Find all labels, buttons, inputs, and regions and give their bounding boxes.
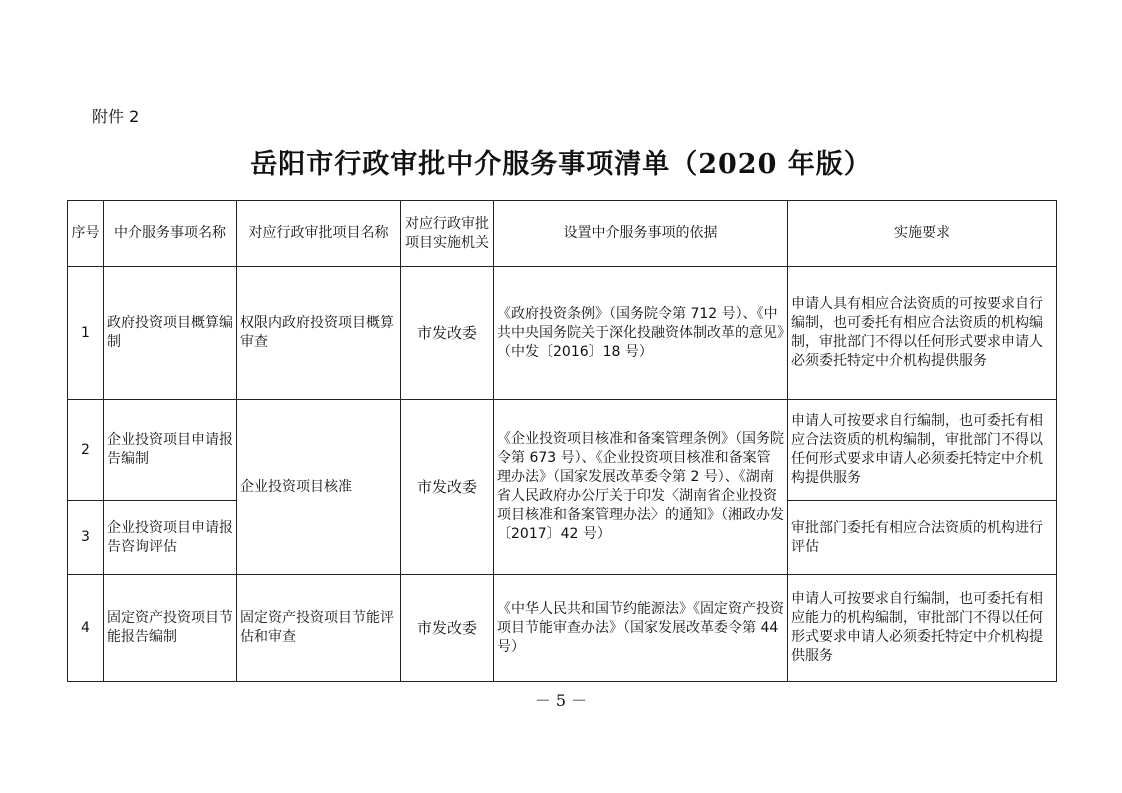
row-requirements: 申请人具有相应合法资质的可按要求自行编制，也可委托有相应合法资质的机构编制，审批部门不得以任何形式要求申请人必须委托特定中介机构提供服务: [788, 267, 1057, 400]
header-agency: 对应行政审批项目实施机关: [401, 201, 494, 267]
header-service-name: 中介服务事项名称: [104, 201, 237, 267]
row-agency: 市发改委: [401, 575, 494, 682]
header-basis: 设置中介服务事项的依据: [494, 201, 788, 267]
row-approval-item: 企业投资项目核准: [237, 400, 401, 575]
attachment-label: 附件 2: [92, 107, 140, 126]
row-requirements: 申请人可按要求自行编制，也可委托有相应能力的机构编制，审批部门不得以任何形式要求申请人必须委托特定中介机构提供服务: [788, 575, 1057, 682]
table-row: [68, 400, 1057, 501]
page-title: 岳阳市行政审批中介服务事项清单（2020 年版）: [250, 149, 872, 180]
row-approval-item: 固定资产投资项目节能评估和审查: [237, 575, 401, 682]
row-requirements: 申请人可按要求自行编制，也可委托有相应合法资质的机构编制，审批部门不得以任何形式要求申请人必须委托特定中介机构提供服务: [788, 400, 1057, 501]
row-basis: 《企业投资项目核准和备案管理条例》（国务院令第 673 号）、《企业投资项目核准和备案管理办法》（国家发展改革委令第 2 号）、《湖南省人民政府办公厅关于印发〈湖南省企业投资项目核准和备案管理办法〉的通知》（湘政办发〔2017〕42 号）: [494, 400, 788, 575]
header-seq: 序号: [68, 201, 104, 267]
row-seq: 2: [68, 400, 104, 501]
header-approval-item: 对应行政审批项目名称: [237, 201, 401, 267]
row-agency: 市发改委: [401, 267, 494, 400]
row-seq: 1: [68, 267, 104, 400]
table-row: [68, 267, 1057, 400]
row-service-name: 政府投资项目概算编制: [104, 267, 237, 400]
row-service-name: 固定资产投资项目节能报告编制: [104, 575, 237, 682]
header-requirements: 实施要求: [788, 201, 1057, 267]
row-seq: 4: [68, 575, 104, 682]
row-requirements: 审批部门委托有相应合法资质的机构进行评估: [788, 501, 1057, 575]
row-seq: 3: [68, 501, 104, 575]
row-agency: 市发改委: [401, 400, 494, 575]
row-service-name: 企业投资项目申请报告咨询评估: [104, 501, 237, 575]
table-header-row: [68, 201, 1057, 267]
service-items-table: [67, 200, 1057, 682]
table-row: [68, 575, 1057, 682]
row-basis: 《政府投资条例》（国务院令第 712 号）、《中共中央国务院关于深化投融资体制改革的意见》（中发〔2016〕18 号）: [494, 267, 788, 400]
page-number: － 5 －: [534, 691, 588, 710]
row-approval-item: 权限内政府投资项目概算审查: [237, 267, 401, 400]
row-basis: 《中华人民共和国节约能源法》《固定资产投资项目节能审查办法》（国家发展改革委令第 44 号）: [494, 575, 788, 682]
row-service-name: 企业投资项目申请报告编制: [104, 400, 237, 501]
